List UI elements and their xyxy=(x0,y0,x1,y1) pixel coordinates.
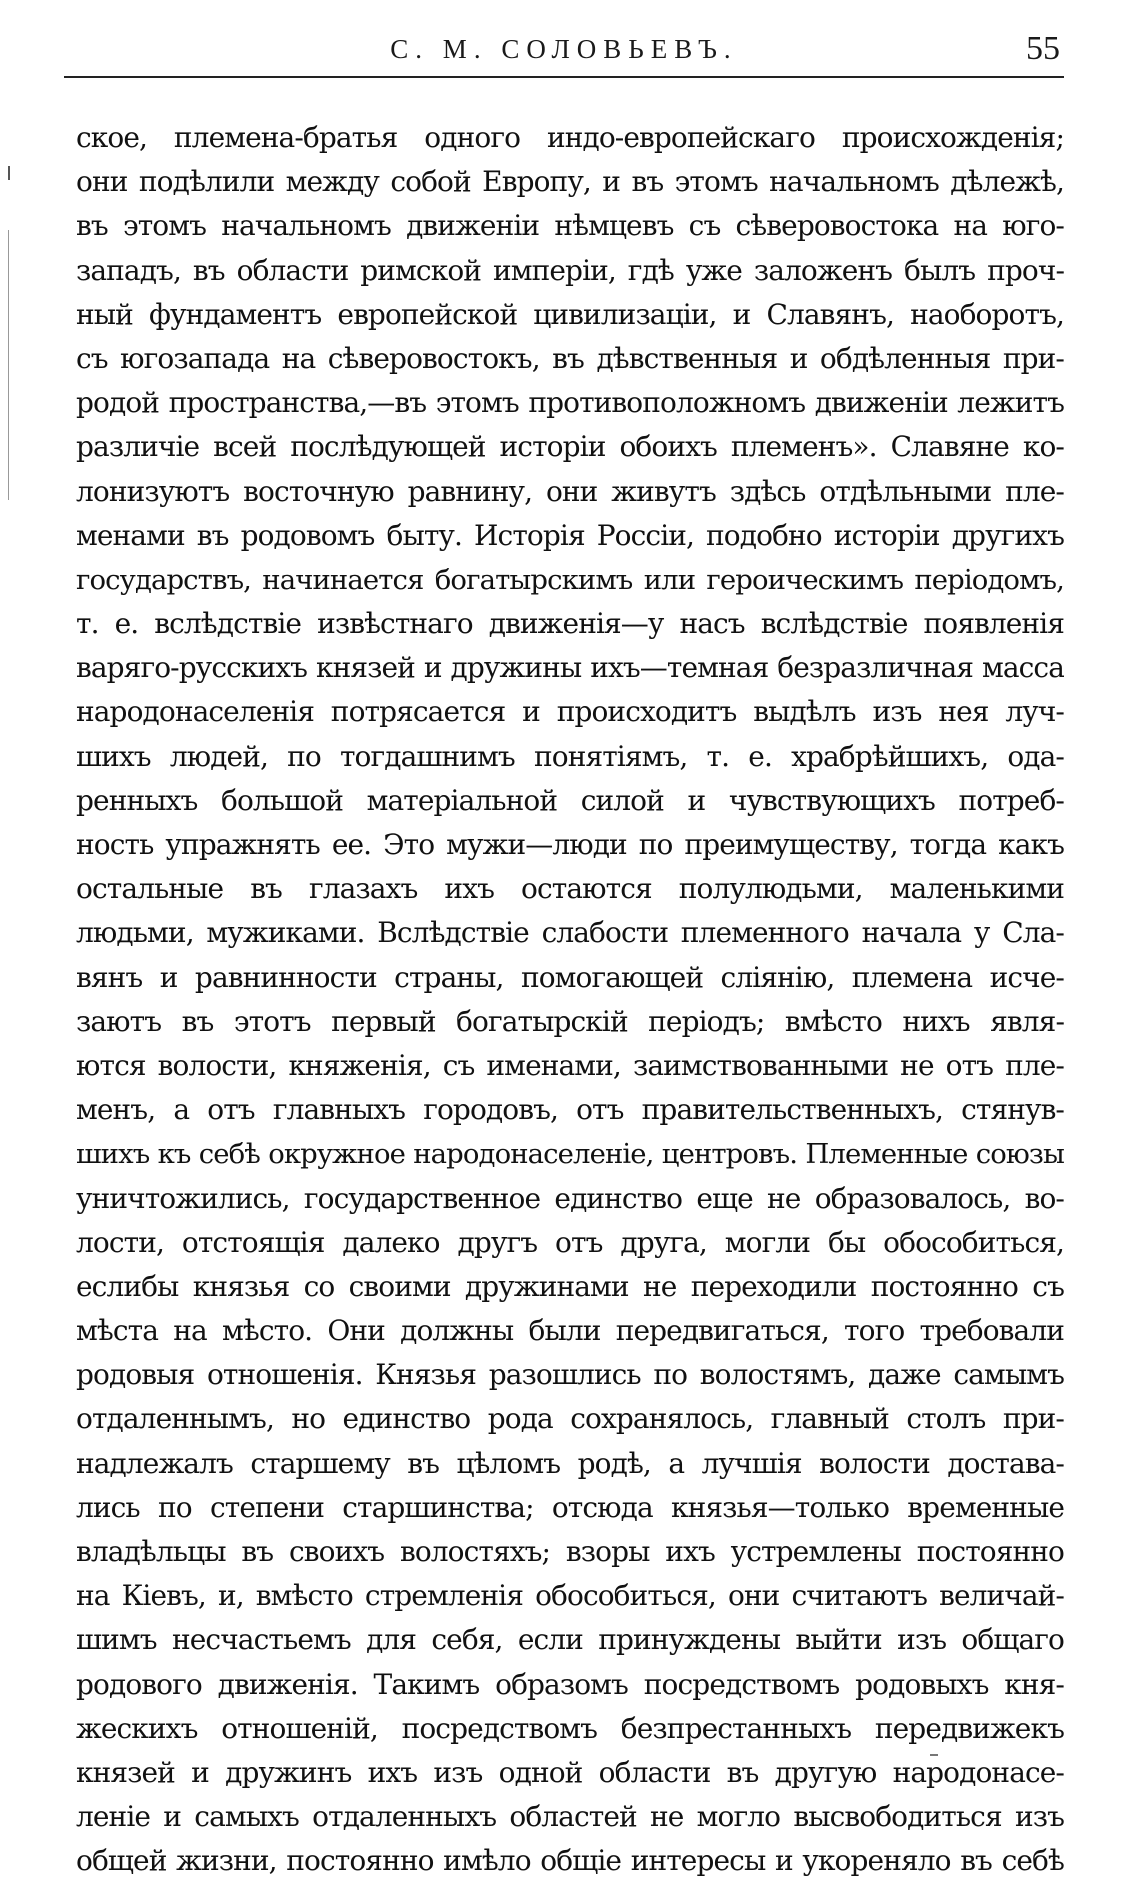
text-line: родой пространства,—въ этомъ противоположномъ движеніи лежитъ xyxy=(76,386,1064,420)
text-line: они подѣлили между собой Европу, и въ этомъ начальномъ дѣлежѣ, xyxy=(76,165,1064,199)
text-line: ный фундаментъ европейской цивилизаціи, и Славянъ, наоборотъ, xyxy=(76,297,1064,331)
text-line: жескихъ отношеній, посредствомъ безпрестанныхъ передвижекъ xyxy=(76,1711,1064,1745)
text-line: князей и дружинъ ихъ изъ одной области въ другую народонасе- xyxy=(76,1755,1064,1789)
page-header xyxy=(64,30,1064,74)
text-line: варяго-русскихъ князей и дружины ихъ—темная безразличная масса xyxy=(76,651,1064,685)
text-line: различіе всей послѣдующей исторіи обоихъ племенъ». Славяне ко- xyxy=(76,430,1064,464)
text-line: заютъ въ этотъ первый богатырскій періодъ; вмѣсто нихъ явля- xyxy=(76,1004,1064,1038)
text-line: ское, племена-братья одного индо-европейскаго происхожденія; xyxy=(76,121,1064,154)
margin-mark xyxy=(8,166,10,180)
header-rule xyxy=(64,76,1064,78)
text-line: людьми, мужиками. Вслѣдствіе слабости племенного начала у Сла- xyxy=(76,916,1064,950)
text-line: западъ, въ области римской имперіи, гдѣ уже заложенъ былъ проч- xyxy=(76,253,1064,287)
running-head: С. М. СОЛОВЬЕВЪ. xyxy=(390,34,738,64)
text-line: родового движенія. Такимъ образомъ посредствомъ родовыхъ кня- xyxy=(76,1667,1064,1701)
text-line: лись по степени старшинства; отсюда князья—только временные xyxy=(76,1490,1064,1524)
text-line: мѣста на мѣсто. Они должны были передвигаться, того требовали xyxy=(76,1314,1064,1348)
bottom-mark xyxy=(930,1754,938,1756)
text-line: лонизуютъ восточную равнину, они живутъ здѣсь отдѣльными пле- xyxy=(76,474,1064,508)
text-line: менъ, а отъ главныхъ городовъ, отъ правительственныхъ, стянув- xyxy=(76,1093,1064,1127)
text-line: родовыя отношенія. Князья разошлись по волостямъ, даже самымъ xyxy=(76,1358,1064,1392)
text-line: вянъ и равнинности страны, помогающей сліянію, племена исче- xyxy=(76,960,1064,994)
body-text xyxy=(76,116,1064,1884)
margin-mark xyxy=(8,230,9,500)
text-line: надлежалъ старшему въ цѣломъ родѣ, а лучшія волости достава- xyxy=(76,1446,1064,1480)
text-line: лости, отстоящія далеко другъ отъ друга, могли бы обособиться, xyxy=(76,1225,1064,1259)
text-line: государствъ, начинается богатырскимъ или героическимъ періодомъ, xyxy=(76,563,1064,596)
text-line: владѣльцы въ своихъ волостяхъ; взоры ихъ устремлены постоянно xyxy=(76,1535,1064,1568)
text-line: въ этомъ начальномъ движеніи нѣмцевъ съ сѣверовостока на юго- xyxy=(76,209,1064,243)
text-line: на Кіевъ, и, вмѣсто стремленія обособиться, они считаютъ величай- xyxy=(76,1579,1064,1613)
page-number: 55 xyxy=(1026,30,1060,67)
text-line: ются волости, княженія, съ именами, заимствованными не отъ пле- xyxy=(76,1048,1064,1082)
text-line: шихъ къ себѣ окружное народонаселеніе, центровъ. Племенные союзы xyxy=(76,1138,1064,1171)
text-line: менами въ родовомъ быту. Исторія Россіи, подобно исторіи другихъ xyxy=(76,518,1064,552)
text-line: ренныхъ большой матеріальной силой и чувствующихъ потреб- xyxy=(76,783,1064,817)
text-line: леніе и самыхъ отдаленныхъ областей не могло высвободиться изъ xyxy=(76,1800,1064,1834)
text-line: остальные въ глазахъ ихъ остаются полулюдьми, маленькими xyxy=(76,872,1064,906)
text-line: уничтожились, государственное единство еще не образовалось, во- xyxy=(76,1181,1064,1215)
text-line: ность упражнять ее. Это мужи—люди по преимуществу, тогда какъ xyxy=(76,828,1064,861)
text-line: общей жизни, постоянно имѣло общіе интересы и укореняло въ себѣ xyxy=(76,1844,1064,1878)
text-line: отдаленнымъ, но единство рода сохранялось, главный столъ при- xyxy=(76,1402,1064,1436)
text-line: еслибы князья со своими дружинами не переходили постоянно съ xyxy=(76,1269,1064,1303)
text-line: шимъ несчастьемъ для себя, если принуждены выйти изъ общаго xyxy=(76,1623,1064,1657)
text-line: народонаселенія потрясается и происходитъ выдѣлъ изъ нея луч- xyxy=(76,695,1064,729)
text-line: съ югозапада на сѣверовостокъ, въ дѣвственныя и обдѣленныя при- xyxy=(76,341,1064,375)
text-line: шихъ людей, по тогдашнимъ понятіямъ, т. е. храбрѣйшихъ, ода- xyxy=(76,739,1064,773)
text-line: т. е. вслѣдствіе извѣстнаго движенія—у насъ вслѣдствіе появленія xyxy=(76,607,1064,641)
